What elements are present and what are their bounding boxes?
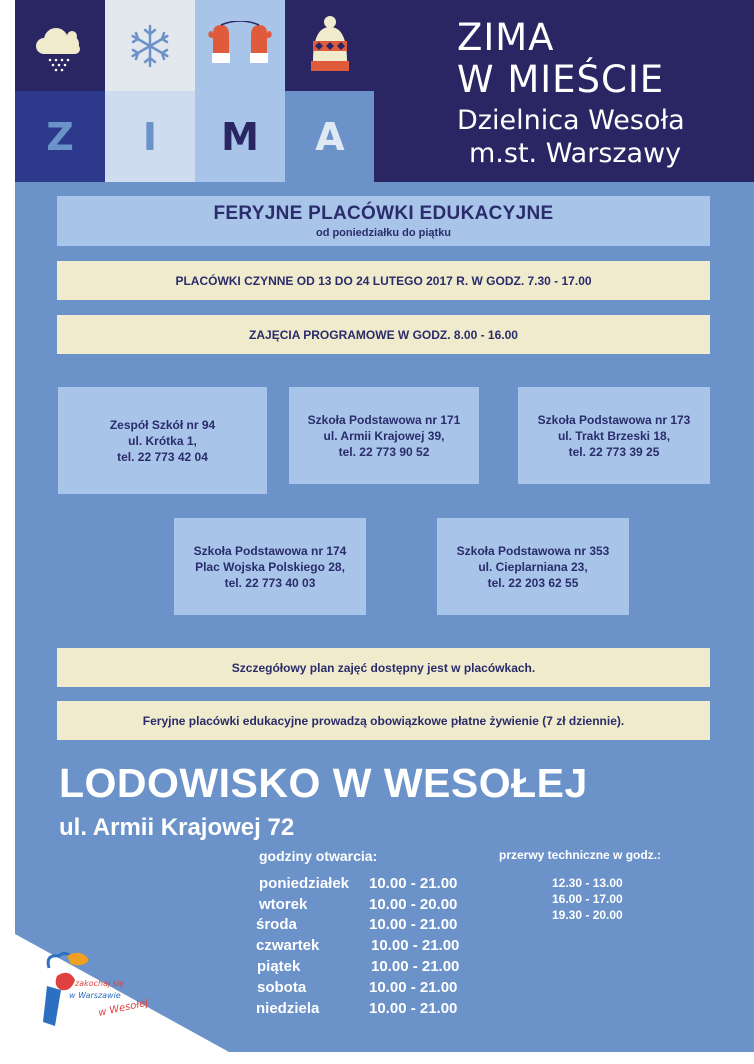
mittens-icon — [207, 21, 273, 71]
school-card — [437, 518, 629, 615]
hours-time: 10.00 - 21.00 — [369, 875, 458, 892]
logo-text-2: w Warszawie — [69, 991, 121, 1000]
break-time: 12.30 - 13.00 — [552, 876, 623, 890]
tile-letter: M — [221, 114, 259, 159]
food-note: Feryjne placówki edukacyjne prowadzą obowiązkowe płatne żywienie (7 zł dziennie). — [142, 713, 625, 728]
school-address: Plac Wojska Polskiego 28, — [195, 559, 345, 574]
subtitle-line-1: Dzielnica Wesoła — [457, 105, 685, 136]
header-tiles — [15, 0, 374, 182]
tile-letter-z — [15, 91, 105, 182]
mittens-tile — [195, 0, 285, 91]
school-address: ul. Armii Krajowej 39, — [323, 428, 445, 443]
school-name: Szkoła Podstawowa nr 173 — [537, 412, 691, 427]
tile-letter: Z — [46, 114, 74, 159]
program-bar — [57, 315, 710, 354]
hours-day: piątek — [257, 958, 301, 975]
section-heading: FERYJNE PLACÓWKI EDUKACYJNE — [213, 203, 554, 224]
school-name: Szkoła Podstawowa nr 353 — [456, 543, 610, 558]
hours-time: 10.00 - 21.00 — [369, 916, 458, 933]
tile-letter: A — [315, 114, 345, 159]
school-name: Zespół Szkół nr 94 — [109, 417, 216, 432]
header-title-panel — [374, 0, 754, 182]
dates-bar — [57, 261, 710, 300]
school-address: ul. Krótka 1, — [128, 433, 197, 448]
rink-title: LODOWISKO W WESOŁEJ — [59, 760, 588, 806]
snow-cloud-icon — [28, 18, 92, 74]
hours-day: niedziela — [256, 1000, 320, 1017]
section-subheading: od poniedziałku do piątku — [315, 227, 452, 239]
school-card — [58, 387, 267, 494]
plan-note-bar — [57, 648, 710, 687]
hours-day: wtorek — [259, 896, 308, 913]
breaks-label: przerwy techniczne w godz.: — [499, 848, 662, 862]
logo-text-1: zakochaj się — [75, 979, 125, 988]
hours-day: poniedziałek — [259, 875, 350, 892]
title-line-1: ZIMA — [457, 16, 555, 59]
hours-time: 10.00 - 21.00 — [369, 1000, 458, 1017]
school-card — [174, 518, 366, 615]
school-phone: tel. 22 773 40 03 — [224, 575, 316, 590]
hours-day: środa — [256, 916, 297, 933]
snow-cloud-tile — [15, 0, 105, 91]
hours-time: 10.00 - 21.00 — [369, 979, 458, 996]
school-name: Szkoła Podstawowa nr 174 — [193, 543, 347, 558]
school-phone: tel. 22 203 62 55 — [487, 575, 579, 590]
logo-text-3: w Wesołej — [97, 997, 150, 1019]
hours-time: 10.00 - 21.00 — [371, 958, 460, 975]
poster — [15, 0, 754, 1052]
plan-note: Szczegółowy plan zajęć dostępny jest w placówkach. — [231, 660, 536, 675]
tile-letter-a — [285, 91, 375, 182]
school-phone: tel. 22 773 39 25 — [568, 444, 660, 459]
rink-address: ul. Armii Krajowej 72 — [59, 814, 295, 841]
break-time: 19.30 - 20.00 — [552, 908, 623, 922]
snowflake-icon — [125, 21, 175, 71]
tile-letter: I — [142, 114, 158, 159]
school-phone: tel. 22 773 90 52 — [338, 444, 430, 459]
section-heading-bar — [57, 196, 710, 246]
title-line-2: W MIEŚCIE — [457, 58, 665, 101]
break-time: 16.00 - 17.00 — [552, 892, 623, 906]
snowflake-tile — [105, 0, 195, 91]
tile-letter-m — [195, 91, 285, 182]
hours-label: godziny otwarcia: — [259, 848, 378, 864]
hours-time: 10.00 - 21.00 — [371, 937, 460, 954]
winter-hat-tile — [285, 0, 375, 91]
tile-letter-i — [105, 91, 195, 182]
school-address: ul. Cieplarniana 23, — [478, 559, 588, 574]
school-card — [518, 387, 710, 484]
school-phone: tel. 22 773 42 04 — [117, 449, 208, 464]
school-card — [289, 387, 479, 484]
district-logo — [35, 946, 165, 1036]
school-address: ul. Trakt Brzeski 18, — [557, 428, 671, 443]
program-text: ZAJĘCIA PROGRAMOWE W GODZ. 8.00 - 16.00 — [249, 327, 518, 342]
food-note-bar — [57, 701, 710, 740]
hours-day: czwartek — [256, 937, 320, 954]
hours-time: 10.00 - 20.00 — [369, 896, 458, 913]
winter-hat-icon — [305, 15, 355, 77]
subtitle-line-2: m.st. Warszawy — [469, 138, 682, 169]
dates-text: PLACÓWKI CZYNNE OD 13 DO 24 LUTEGO 2017 R. W GODZ. 7.30 - 17.00 — [175, 273, 592, 288]
school-name: Szkoła Podstawowa nr 171 — [307, 412, 461, 427]
hours-day: sobota — [257, 979, 307, 996]
